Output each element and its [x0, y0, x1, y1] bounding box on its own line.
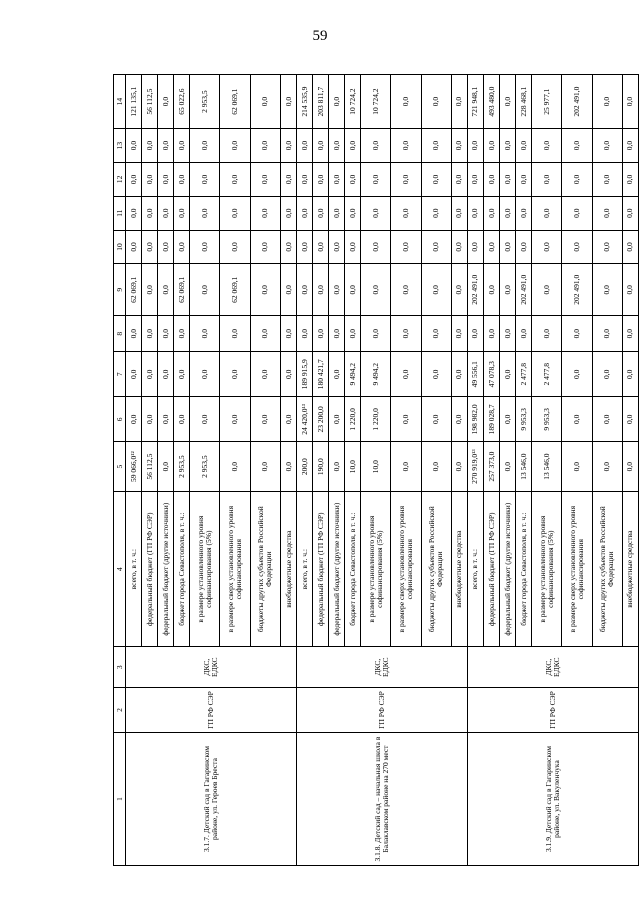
amount-cell: 0,0 — [499, 316, 515, 352]
amount-cell: 0,0 — [516, 230, 532, 264]
funding-source-cell: в размере установленного уровня софинансирования (5%) — [532, 491, 562, 646]
amount-cell: 0,0 — [190, 316, 220, 352]
amount-cell: 9 494,2 — [345, 352, 361, 397]
amount-cell: 0,0 — [361, 230, 391, 264]
column-number-cell: 4 — [114, 491, 126, 646]
amount-cell: 0,0 — [190, 397, 220, 442]
amount-cell: 0,0 — [451, 129, 467, 163]
amount-cell: 0,0 — [421, 264, 451, 316]
funding-source-cell: федеральный бюджет (ГП РФ СЭР) — [483, 491, 499, 646]
amount-cell: 1 220,0 — [361, 397, 391, 442]
amount-cell: 0,0 — [562, 442, 592, 492]
amount-cell: 0,0 — [499, 129, 515, 163]
amount-cell: 0,0 — [312, 196, 328, 230]
amount-cell: 0,0 — [329, 129, 345, 163]
amount-cell: 0,0 — [174, 352, 190, 397]
amount-cell: 0,0 — [329, 397, 345, 442]
funding-source-cell: внебюджетные средства — [622, 491, 638, 646]
amount-cell: 0,0 — [391, 75, 421, 129]
table-row — [126, 75, 142, 866]
amount-cell: 0,0 — [562, 196, 592, 230]
funding-source-cell: бюджет города Севастополя, в т. ч.: — [174, 491, 190, 646]
amount-cell: 0,0 — [391, 162, 421, 196]
amount-cell: 0,0 — [622, 316, 638, 352]
amount-cell: 0,0 — [126, 397, 142, 442]
amount-cell: 214 535,9 — [296, 75, 312, 129]
amount-cell: 0,0 — [451, 397, 467, 442]
funding-source-cell: всего, в т. ч.: — [467, 491, 483, 646]
amount-cell: 190,0 — [312, 442, 328, 492]
amount-cell: 56 112,5 — [142, 75, 158, 129]
amount-cell: 721 948,1 — [467, 75, 483, 129]
amount-cell: 49 556,1 — [467, 352, 483, 397]
amount-cell: 0,0 — [592, 442, 622, 492]
amount-cell: 0,0 — [158, 75, 174, 129]
amount-cell: 0,0 — [190, 196, 220, 230]
funding-source-cell: федеральный бюджет (ГП РФ СЭР) — [142, 491, 158, 646]
amount-cell: 0,0 — [592, 162, 622, 196]
funding-source-cell: бюджет города Севастополя, в т. ч.: — [345, 491, 361, 646]
amount-cell: 0,0 — [158, 352, 174, 397]
amount-cell: 202 491,0 — [467, 264, 483, 316]
amount-cell: 0,0 — [329, 196, 345, 230]
amount-cell: 0,0 — [329, 316, 345, 352]
amount-cell: 0,0 — [280, 230, 296, 264]
amount-cell: 0,0 — [451, 264, 467, 316]
column-number-cell: 5 — [114, 442, 126, 492]
amount-cell: 0,0 — [483, 162, 499, 196]
amount-cell: 9 494,2 — [361, 352, 391, 397]
amount-cell: 10,0 — [345, 442, 361, 492]
amount-cell: 0,0 — [312, 162, 328, 196]
amount-cell: 0,0 — [345, 264, 361, 316]
funding-source-cell: всего, в т. ч.: — [296, 491, 312, 646]
funding-source-cell: внебюджетные средства — [451, 491, 467, 646]
funding-source-cell: всего, в т. ч.: — [126, 491, 142, 646]
amount-cell: 0,0 — [158, 397, 174, 442]
amount-cell: 0,0 — [467, 230, 483, 264]
column-number-cell: 6 — [114, 397, 126, 442]
amount-cell: 0,0 — [592, 129, 622, 163]
amount-cell: 0,0 — [421, 397, 451, 442]
funding-source-cell: в размере сверх установленного уровня софинансирования — [220, 491, 250, 646]
amount-cell: 0,0 — [532, 264, 562, 316]
amount-cell: 0,0 — [345, 129, 361, 163]
amount-cell: 0,0 — [190, 162, 220, 196]
amount-cell: 0,0 — [142, 129, 158, 163]
amount-cell: 0,0 — [622, 75, 638, 129]
amount-cell: 0,0 — [296, 264, 312, 316]
amount-cell: 0,0 — [361, 162, 391, 196]
amount-cell: 0,0 — [451, 75, 467, 129]
program-cell: ГП РФ СЭР — [296, 687, 467, 732]
amount-cell: 0,0 — [174, 397, 190, 442]
amount-cell: 0,0 — [329, 264, 345, 316]
amount-cell: 0,0 — [190, 264, 220, 316]
amount-cell: 0,0 — [467, 316, 483, 352]
amount-cell: 2 953,5 — [190, 442, 220, 492]
amount-cell: 0,0 — [296, 129, 312, 163]
amount-cell: 0,0 — [391, 264, 421, 316]
column-number-cell: 11 — [114, 196, 126, 230]
amount-cell: 0,0 — [391, 230, 421, 264]
column-number-row — [114, 75, 126, 866]
amount-cell: 0,0 — [126, 316, 142, 352]
amount-cell: 0,0 — [190, 230, 220, 264]
amount-cell: 0,0 — [220, 196, 250, 230]
program-cell: ГП РФ СЭР — [467, 687, 638, 732]
amount-cell: 0,0 — [158, 264, 174, 316]
amount-cell: 0,0 — [622, 129, 638, 163]
amount-cell: 0,0 — [361, 129, 391, 163]
funding-source-cell: федеральный бюджет (другие источники) — [329, 491, 345, 646]
amount-cell: 0,0 — [562, 316, 592, 352]
amount-cell: 2 477,8 — [516, 352, 532, 397]
amount-cell: 9 953,3 — [532, 397, 562, 442]
amount-cell: 121 135,1 — [126, 75, 142, 129]
amount-cell: 0,0 — [280, 162, 296, 196]
amount-cell: 0,0 — [499, 264, 515, 316]
amount-cell: 0,0 — [592, 75, 622, 129]
amount-cell: 0,0 — [174, 129, 190, 163]
funding-source-cell: бюджеты других субъектов Российской Федерации — [250, 491, 280, 646]
amount-cell: 0,0 — [220, 442, 250, 492]
object-name-cell: 3.1.9. Детский сад в Гагаринском районе, ул. Вакуленчука — [467, 733, 638, 866]
amount-cell: 0,0 — [451, 352, 467, 397]
amount-cell: 0,0 — [421, 75, 451, 129]
amount-cell: 0,0 — [220, 397, 250, 442]
amount-cell: 0,0 — [280, 397, 296, 442]
page-number: 59 — [312, 28, 328, 44]
amount-cell: 0,0 — [483, 230, 499, 264]
amount-cell: 0,0 — [126, 196, 142, 230]
amount-cell: 0,0 — [421, 316, 451, 352]
amount-cell: 0,0 — [329, 162, 345, 196]
customer-cell: ДКС, ЕДКС — [467, 647, 638, 688]
amount-cell: 0,0 — [329, 230, 345, 264]
amount-cell: 228 468,1 — [516, 75, 532, 129]
amount-cell: 257 373,0 — [483, 442, 499, 492]
amount-cell: 0,0 — [190, 352, 220, 397]
amount-cell: 0,0 — [451, 162, 467, 196]
amount-cell: 0,0 — [280, 75, 296, 129]
column-number-cell: 9 — [114, 264, 126, 316]
amount-cell: 0,0 — [158, 196, 174, 230]
amount-cell: 0,0 — [467, 129, 483, 163]
amount-cell: 0,0 — [562, 397, 592, 442]
amount-cell: 2 953,5 — [190, 75, 220, 129]
amount-cell: 24 420,0¹³ — [296, 397, 312, 442]
amount-cell: 0,0 — [345, 196, 361, 230]
amount-cell: 0,0 — [622, 264, 638, 316]
column-number-cell: 10 — [114, 230, 126, 264]
amount-cell: 0,0 — [391, 442, 421, 492]
amount-cell: 0,0 — [532, 129, 562, 163]
amount-cell: 0,0 — [592, 397, 622, 442]
amount-cell: 0,0 — [190, 129, 220, 163]
amount-cell: 0,0 — [532, 230, 562, 264]
amount-cell: 0,0 — [421, 129, 451, 163]
column-number-cell: 7 — [114, 352, 126, 397]
funding-source-cell: в размере установленного уровня софинансирования (5%) — [361, 491, 391, 646]
rotated-table-region — [113, 74, 639, 866]
amount-cell: 0,0 — [158, 230, 174, 264]
funding-source-cell: бюджет города Севастополя, в т. ч.: — [516, 491, 532, 646]
amount-cell: 62 069,1 — [220, 75, 250, 129]
amount-cell: 0,0 — [280, 196, 296, 230]
amount-cell: 0,0 — [250, 352, 280, 397]
amount-cell: 0,0 — [250, 316, 280, 352]
amount-cell: 0,0 — [296, 230, 312, 264]
amount-cell: 0,0 — [296, 316, 312, 352]
amount-cell: 0,0 — [250, 75, 280, 129]
amount-cell: 0,0 — [329, 442, 345, 492]
funding-source-cell: бюджеты других субъектов Российской Федерации — [421, 491, 451, 646]
amount-cell: 189 028,7 — [483, 397, 499, 442]
amount-cell: 0,0 — [220, 316, 250, 352]
funding-source-cell: федеральный бюджет (другие источники) — [158, 491, 174, 646]
amount-cell: 0,0 — [250, 129, 280, 163]
amount-cell: 203 811,7 — [312, 75, 328, 129]
amount-cell: 0,0 — [499, 162, 515, 196]
amount-cell: 0,0 — [483, 264, 499, 316]
amount-cell: 0,0 — [562, 162, 592, 196]
amount-cell: 0,0 — [622, 352, 638, 397]
object-name-cell: 3.1.8. Детский сад – начальная школа в Балаклавском районе на 270 мест — [296, 733, 467, 866]
amount-cell: 0,0 — [391, 129, 421, 163]
amount-cell: 0,0 — [562, 129, 592, 163]
amount-cell: 0,0 — [592, 196, 622, 230]
amount-cell: 0,0 — [345, 316, 361, 352]
amount-cell: 0,0 — [220, 352, 250, 397]
amount-cell: 0,0 — [592, 352, 622, 397]
table-canvas — [113, 74, 639, 866]
amount-cell: 0,0 — [622, 230, 638, 264]
amount-cell: 0,0 — [361, 316, 391, 352]
amount-cell: 200,0 — [296, 442, 312, 492]
amount-cell: 0,0 — [280, 316, 296, 352]
amount-cell: 0,0 — [483, 129, 499, 163]
column-number-cell: 1 — [114, 733, 126, 866]
column-number-cell: 8 — [114, 316, 126, 352]
amount-cell: 0,0 — [391, 352, 421, 397]
amount-cell: 0,0 — [250, 230, 280, 264]
amount-cell: 65 022,6 — [174, 75, 190, 129]
amount-cell: 0,0 — [142, 196, 158, 230]
amount-cell: 62 069,1 — [174, 264, 190, 316]
funding-source-cell: федеральный бюджет (другие источники) — [499, 491, 515, 646]
amount-cell: 0,0 — [622, 196, 638, 230]
amount-cell: 0,0 — [142, 397, 158, 442]
amount-cell: 47 078,3 — [483, 352, 499, 397]
amount-cell: 62 069,1 — [126, 264, 142, 316]
amount-cell: 0,0 — [499, 75, 515, 129]
amount-cell: 0,0 — [421, 196, 451, 230]
amount-cell: 0,0 — [174, 196, 190, 230]
amount-cell: 0,0 — [250, 442, 280, 492]
amount-cell: 0,0 — [361, 264, 391, 316]
column-number-cell: 14 — [114, 75, 126, 129]
amount-cell: 0,0 — [312, 230, 328, 264]
amount-cell: 0,0 — [312, 129, 328, 163]
amount-cell: 1 220,0 — [345, 397, 361, 442]
amount-cell: 10 724,2 — [361, 75, 391, 129]
funding-source-cell: бюджеты других субъектов Российской Федерации — [592, 491, 622, 646]
amount-cell: 0,0 — [451, 442, 467, 492]
amount-cell: 0,0 — [280, 352, 296, 397]
column-number-cell: 12 — [114, 162, 126, 196]
amount-cell: 0,0 — [142, 264, 158, 316]
amount-cell: 0,0 — [483, 196, 499, 230]
amount-cell: 25 977,1 — [532, 75, 562, 129]
amount-cell: 202 491,0 — [516, 264, 532, 316]
amount-cell: 0,0 — [158, 442, 174, 492]
amount-cell: 0,0 — [312, 316, 328, 352]
amount-cell: 0,0 — [562, 352, 592, 397]
amount-cell: 0,0 — [622, 397, 638, 442]
amount-cell: 0,0 — [174, 162, 190, 196]
amount-cell: 493 480,0 — [483, 75, 499, 129]
amount-cell: 0,0 — [592, 316, 622, 352]
amount-cell: 0,0 — [220, 129, 250, 163]
amount-cell: 0,0 — [296, 162, 312, 196]
amount-cell: 0,0 — [391, 316, 421, 352]
column-number-cell: 2 — [114, 687, 126, 732]
amount-cell: 0,0 — [142, 352, 158, 397]
amount-cell: 0,0 — [174, 230, 190, 264]
funding-source-cell: в размере сверх установленного уровня софинансирования — [562, 491, 592, 646]
amount-cell: 0,0 — [280, 442, 296, 492]
amount-cell: 0,0 — [329, 75, 345, 129]
amount-cell: 0,0 — [499, 442, 515, 492]
amount-cell: 0,0 — [250, 397, 280, 442]
amount-cell: 0,0 — [391, 397, 421, 442]
amount-cell: 0,0 — [126, 230, 142, 264]
amount-cell: 0,0 — [312, 264, 328, 316]
amount-cell: 202 491,0 — [562, 75, 592, 129]
table-row — [296, 75, 312, 866]
amount-cell: 59 066,0¹² — [126, 442, 142, 492]
amount-cell: 0,0 — [516, 316, 532, 352]
amount-cell: 0,0 — [622, 442, 638, 492]
amount-cell: 0,0 — [296, 196, 312, 230]
amount-cell: 0,0 — [361, 196, 391, 230]
amount-cell: 62 069,1 — [220, 264, 250, 316]
amount-cell: 202 491,0 — [562, 264, 592, 316]
customer-cell: ДКС, ЕДКС — [296, 647, 467, 688]
amount-cell: 0,0 — [142, 316, 158, 352]
funding-source-cell: в размере сверх установленного уровня софинансирования — [391, 491, 421, 646]
amount-cell: 13 546,0 — [532, 442, 562, 492]
amount-cell: 0,0 — [126, 129, 142, 163]
amount-cell: 9 953,3 — [516, 397, 532, 442]
amount-cell: 0,0 — [345, 162, 361, 196]
amount-cell: 0,0 — [345, 230, 361, 264]
amount-cell: 0,0 — [280, 129, 296, 163]
object-name-cell: 3.1.7. Детский сад в Гагаринском районе, ул. Героев Бреста — [126, 733, 297, 866]
amount-cell: 0,0 — [499, 352, 515, 397]
amount-cell: 0,0 — [532, 162, 562, 196]
amount-cell: 0,0 — [421, 442, 451, 492]
table-row — [467, 75, 483, 866]
amount-cell: 189 915,9 — [296, 352, 312, 397]
amount-cell: 270 919,0¹³ — [467, 442, 483, 492]
amount-cell: 0,0 — [592, 230, 622, 264]
amount-cell: 0,0 — [592, 264, 622, 316]
program-cell: ГП РФ СЭР — [126, 687, 297, 732]
amount-cell: 0,0 — [421, 162, 451, 196]
funding-source-cell: внебюджетные средства — [280, 491, 296, 646]
amount-cell: 0,0 — [562, 230, 592, 264]
funding-source-cell: в размере установленного уровня софинансирования (5%) — [190, 491, 220, 646]
amount-cell: 0,0 — [220, 230, 250, 264]
amount-cell: 0,0 — [142, 162, 158, 196]
amount-cell: 0,0 — [329, 352, 345, 397]
amount-cell: 0,0 — [451, 196, 467, 230]
amount-cell: 0,0 — [499, 230, 515, 264]
amount-cell: 0,0 — [516, 162, 532, 196]
amount-cell: 10,0 — [361, 442, 391, 492]
amount-cell: 0,0 — [516, 129, 532, 163]
column-number-cell: 3 — [114, 647, 126, 688]
amount-cell: 0,0 — [158, 129, 174, 163]
amount-cell: 2 953,5 — [174, 442, 190, 492]
amount-cell: 0,0 — [483, 316, 499, 352]
amount-cell: 0,0 — [516, 196, 532, 230]
amount-cell: 10 724,2 — [345, 75, 361, 129]
amount-cell: 13 546,0 — [516, 442, 532, 492]
amount-cell: 0,0 — [142, 230, 158, 264]
amount-cell: 0,0 — [467, 196, 483, 230]
amount-cell: 0,0 — [421, 352, 451, 397]
amount-cell: 198 982,0 — [467, 397, 483, 442]
customer-cell: ДКС, ЕДКС — [126, 647, 297, 688]
amount-cell: 0,0 — [158, 316, 174, 352]
amount-cell: 56 112,5 — [142, 442, 158, 492]
amount-cell: 0,0 — [532, 196, 562, 230]
amount-cell: 0,0 — [126, 162, 142, 196]
amount-cell: 23 200,0 — [312, 397, 328, 442]
amount-cell: 0,0 — [499, 397, 515, 442]
amount-cell: 0,0 — [451, 230, 467, 264]
budget-table — [113, 74, 639, 866]
column-number-cell: 13 — [114, 129, 126, 163]
amount-cell: 0,0 — [158, 162, 174, 196]
amount-cell: 0,0 — [467, 162, 483, 196]
amount-cell: 0,0 — [126, 352, 142, 397]
amount-cell: 0,0 — [421, 230, 451, 264]
amount-cell: 0,0 — [174, 316, 190, 352]
amount-cell: 0,0 — [532, 316, 562, 352]
amount-cell: 0,0 — [250, 196, 280, 230]
amount-cell: 2 477,8 — [532, 352, 562, 397]
amount-cell: 0,0 — [220, 162, 250, 196]
amount-cell: 0,0 — [451, 316, 467, 352]
amount-cell: 0,0 — [391, 196, 421, 230]
amount-cell: 0,0 — [250, 162, 280, 196]
amount-cell: 180 421,7 — [312, 352, 328, 397]
amount-cell: 0,0 — [250, 264, 280, 316]
amount-cell: 0,0 — [622, 162, 638, 196]
amount-cell: 0,0 — [499, 196, 515, 230]
funding-source-cell: федеральный бюджет (ГП РФ СЭР) — [312, 491, 328, 646]
amount-cell: 0,0 — [280, 264, 296, 316]
